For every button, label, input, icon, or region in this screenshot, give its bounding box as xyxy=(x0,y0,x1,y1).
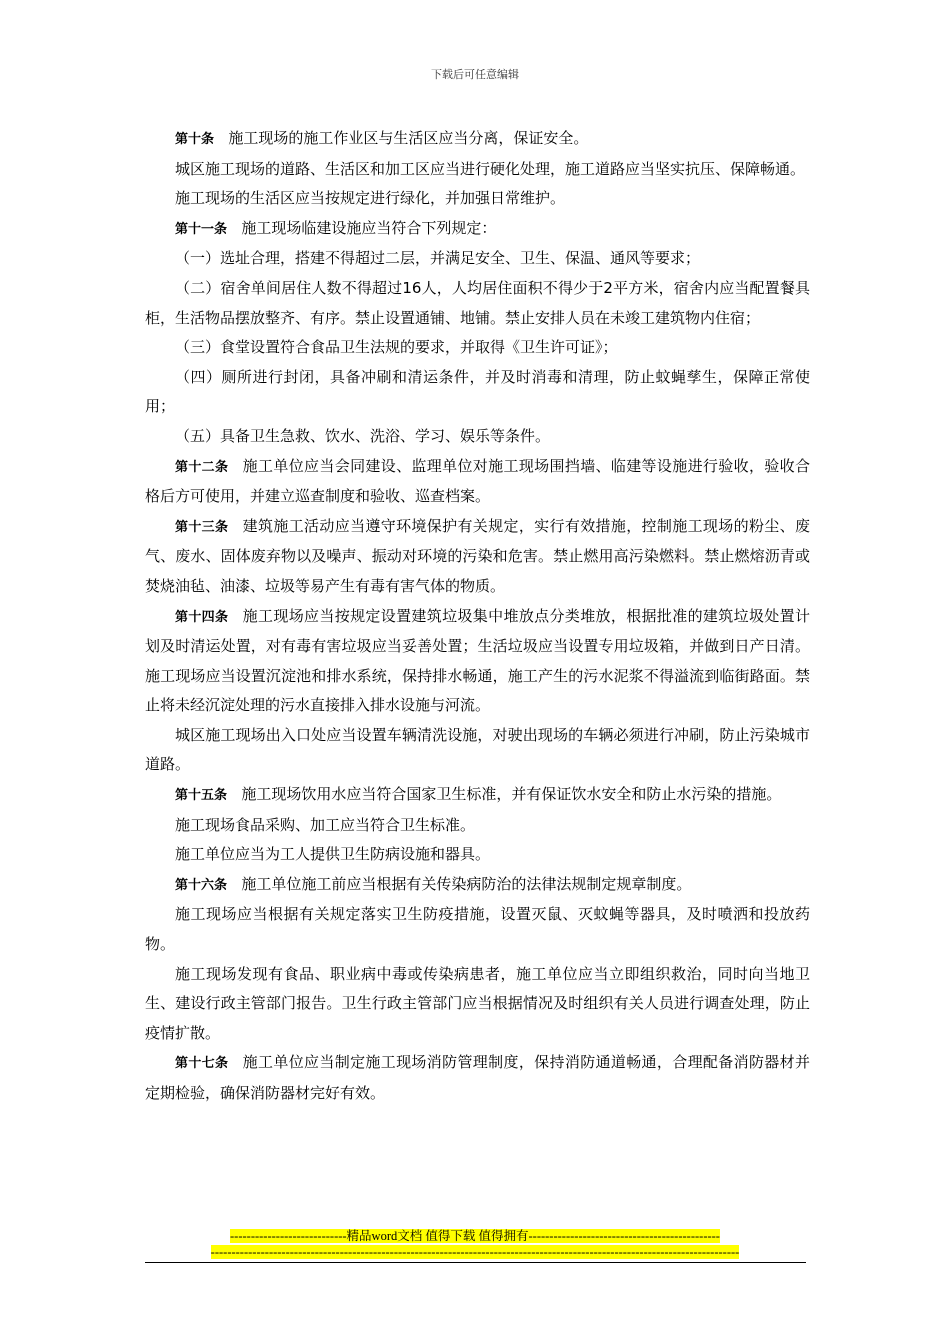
paragraph-text: 施工现场应当按规定设置建筑垃圾集中堆放点分类堆放，根据批准的建筑垃圾处置计划及时清运处置，对有毒有害垃圾应当妥善处置；生活垃圾应当设置专用垃圾箱，并做到日产日清。施工现场应当设置沉淀池和排水系统，保持排水畅通，施工产生的污水泥浆不得溢流到临街路面。禁止将未经沉淀处理的污水直接排入排水设施与河流。 xyxy=(145,606,810,715)
paragraph-text: 城区施工现场的道路、生活区和加工区应当进行硬化处理，施工道路应当坚实抗压、保障畅通。 xyxy=(175,159,806,178)
article-number: 第十条 xyxy=(175,132,215,147)
paragraph xyxy=(145,274,810,333)
article-number: 第十一条 xyxy=(175,221,228,237)
paragraph-text: 施工现场的生活区应当按规定进行绿化，并加强日常维护。 xyxy=(175,189,566,208)
paragraph-text: 施工现场临建设施应当符合下列规定： xyxy=(241,218,497,237)
article-number: 第十六条 xyxy=(175,877,228,893)
paragraph xyxy=(145,811,810,841)
paragraph-text: 施工现场发现有食品、职业病中毒或传染病患者，施工单位应当立即组织救治，同时向当地卫生、建设行政主管部门报告。卫生行政主管部门应当根据情况及时组织有关人员进行调查处理，防止疫情扩散。 xyxy=(145,964,810,1042)
paragraph xyxy=(145,184,810,214)
article-number: 第十二条 xyxy=(175,459,229,475)
paragraph xyxy=(145,333,810,363)
footer-divider xyxy=(145,1262,806,1263)
paragraph xyxy=(145,1048,810,1108)
paragraph xyxy=(145,602,810,721)
paragraph xyxy=(145,214,810,245)
paragraph xyxy=(145,155,810,185)
footer-banner-text: ----------------------------精品word文档 值得下载 值得拥有---------------------------------------------- xyxy=(230,1229,720,1243)
paragraph xyxy=(145,780,810,811)
paragraph xyxy=(145,363,810,422)
paragraph-text: （四）厕所进行封闭，具备冲刷和清运条件，并及时消毒和清理，防止蚊蝇孳生，保障正常使用； xyxy=(145,367,810,416)
paragraph-text: 城区施工现场出入口处应当设置车辆清洗设施，对驶出现场的车辆必须进行冲刷，防止污染城市道路。 xyxy=(145,725,810,774)
paragraph xyxy=(145,244,810,274)
paragraph-text: 施工单位应当会同建设、监理单位对施工现场围挡墙、临建等设施进行验收，验收合格后方可使用，并建立巡查制度和验收、巡查档案。 xyxy=(145,456,810,506)
article-number: 第十三条 xyxy=(175,519,229,535)
footer-dash-line xyxy=(0,1245,950,1260)
paragraph xyxy=(145,721,810,780)
paragraph xyxy=(145,512,810,602)
paragraph xyxy=(145,422,810,452)
paragraph-text: 施工单位施工前应当根据有关传染病防治的法律法规制定规章制度。 xyxy=(241,874,692,893)
paragraph-text: （三）食堂设置符合食品卫生法规的要求，并取得《卫生许可证》； xyxy=(175,338,618,357)
paragraph-text: 施工现场的施工作业区与生活区应当分离，保证安全。 xyxy=(228,129,589,147)
paragraph xyxy=(145,124,810,155)
article-number: 第十七条 xyxy=(175,1056,229,1072)
paragraph-text: （五）具备卫生急救、饮水、洗浴、学习、娱乐等条件。 xyxy=(175,426,551,445)
paragraph-text: （一）选址合理，搭建不得超过二层，并满足安全、卫生、保温、通风等要求； xyxy=(175,249,701,268)
footer-dash-text: ------------------------------------------------------------------------------------------------------------------------------- xyxy=(210,1245,740,1259)
paragraph xyxy=(145,900,810,959)
page-header: 下载后可任意编辑 xyxy=(431,68,519,81)
article-number: 第十五条 xyxy=(175,788,228,804)
paragraph xyxy=(145,960,810,1049)
paragraph-text: 施工现场应当根据有关规定落实卫生防疫措施，设置灭鼠、灭蚊蝇等器具，及时喷洒和投放药物。 xyxy=(145,905,810,954)
article-number: 第十四条 xyxy=(175,609,229,625)
paragraph-text: （二）宿舍单间居住人数不得超过16人，人均居住面积不得少于2平方米，宿舍内应当配置餐具柜，生活物品摆放整齐、有序。禁止设置通铺、地铺。禁止安排人员在未竣工建筑物内住宿； xyxy=(145,278,810,327)
paragraph xyxy=(145,870,810,901)
paragraph-text: 施工现场饮用水应当符合国家卫生标准，并有保证饮水安全和防止水污染的措施。 xyxy=(241,785,782,804)
paragraph-text: 施工现场食品采购、加工应当符合卫生标准。 xyxy=(175,815,476,834)
document-body xyxy=(145,124,810,1109)
paragraph-text: 建筑施工活动应当遵守环境保护有关规定，实行有效措施，控制施工现场的粉尘、废气、废水、固体废弃物以及噪声、振动对环境的污染和危害。禁止燃用高污染燃料。禁止燃熔沥青或焚烧油毡、油漆、垃圾等易产生有毒有害气体的物质。 xyxy=(145,516,810,595)
paragraph xyxy=(145,452,810,512)
paragraph-text: 施工单位应当为工人提供卫生防病设施和器具。 xyxy=(175,845,491,864)
paragraph-text: 施工单位应当制定施工现场消防管理制度，保持消防通道畅通，合理配备消防器材并定期检验，确保消防器材完好有效。 xyxy=(145,1053,810,1102)
paragraph xyxy=(145,840,810,870)
footer-banner xyxy=(0,1229,950,1244)
